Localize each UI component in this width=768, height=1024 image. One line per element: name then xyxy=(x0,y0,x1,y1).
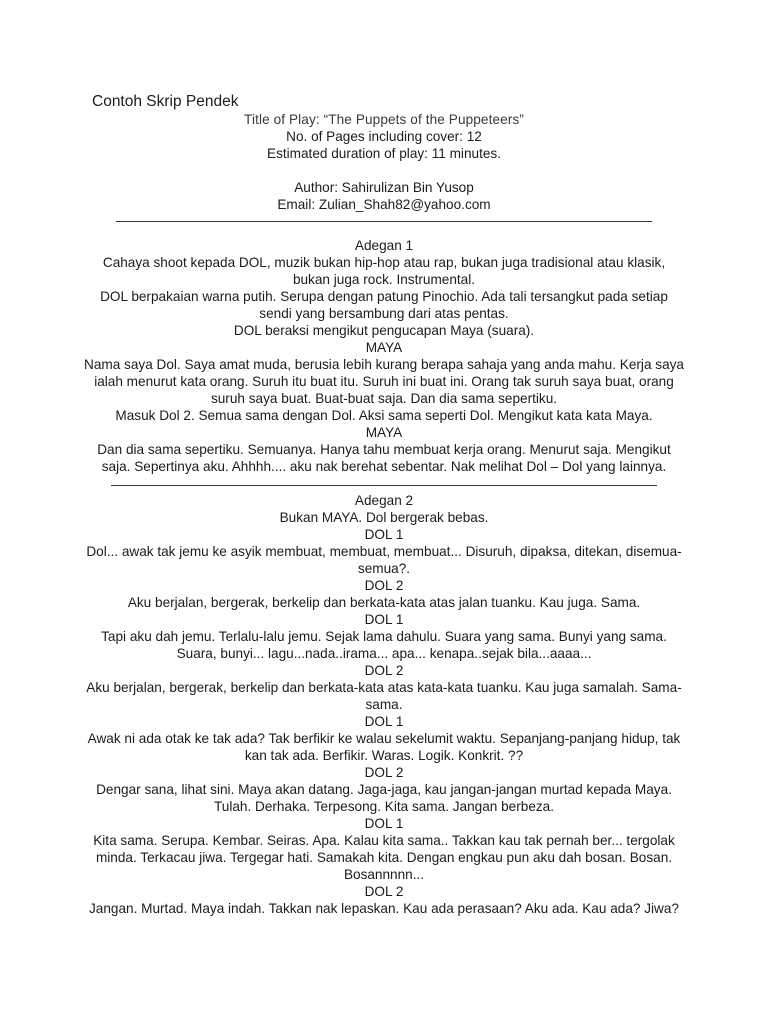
script-paragraph: Bukan MAYA. Dol bergerak bebas. xyxy=(279,510,489,525)
scene-1-content xyxy=(84,254,684,475)
speaker-name: DOL 1 xyxy=(364,527,404,542)
script-paragraph: Dol... awak tak jemu ke asyik membuat, membuat, membuat... Disuruh, dipaksa, ditekan, disemua-semua?. xyxy=(86,544,682,576)
script-body xyxy=(84,111,684,917)
speaker-name: DOL 2 xyxy=(364,578,404,593)
speaker-name: DOL 2 xyxy=(364,765,404,780)
speaker-name: DOL 2 xyxy=(364,663,404,678)
script-paragraph: Tapi aku dah jemu. Terlalu-lalu jemu. Sejak lama dahulu. Suara yang sama. Bunyi yang sama. Suara, bunyi... lagu...nada..irama... apa... kenapa..sejak bila...aaaa... xyxy=(101,629,667,661)
script-paragraph: Aku berjalan, bergerak, berkelip dan berkata-kata atas jalan tuanku. Kau juga. Sama. xyxy=(127,595,641,610)
script-paragraph: Aku berjalan, bergerak, berkelip dan berkata-kata atas kata-kata tuanku. Kau juga samalah. Sama-sama. xyxy=(86,680,682,712)
speaker-name: DOL 1 xyxy=(364,714,404,729)
page-count: No. of Pages including cover: 12 xyxy=(286,129,482,144)
script-paragraph: Masuk Dol 2. Semua sama dengan Dol. Aksi sama seperti Dol. Mengikut kata kata Maya. xyxy=(115,408,653,423)
email-line: Email: Zulian_Shah82@yahoo.com xyxy=(277,197,491,212)
script-paragraph: Kita sama. Serupa. Kembar. Seiras. Apa. Kalau kita sama.. Takkan kau tak pernah ber... tergolak minda. Terkacau jiwa. Tergegar hati. Samakah kita. Dengan engkau pun aku dah bosan. Bosan. Bosannnnn... xyxy=(93,833,675,882)
speaker-name: MAYA xyxy=(365,425,403,440)
scene-2-content xyxy=(84,509,684,917)
script-paragraph: Nama saya Dol. Saya amat muda, berusia lebih kurang berapa sahaja yang anda mahu. Kerja saya ialah menurut kata orang. Suruh itu buat itu. Suruh ini buat ini. Orang tak suruh saya buat, orang suruh saya buat. Buat-buat saja. Dan dia sama sepertiku. xyxy=(84,357,684,406)
speaker-name: MAYA xyxy=(365,340,403,355)
script-paragraph: Awak ni ada otak ke tak ada? Tak berfikir ke walau sekelumit waktu. Sepanjang-panjang hidup, tak kan tak ada. Berfikir. Waras. Logik. Konkrit. ?? xyxy=(87,731,681,763)
script-paragraph: Cahaya shoot kepada DOL, muzik bukan hip-hop atau rap, bukan juga tradisional atau klasik, bukan juga rock. Instrumental. xyxy=(102,255,666,287)
divider-2 xyxy=(111,485,657,486)
scene-heading: Adegan 1 xyxy=(354,238,414,253)
speaker-name: DOL 1 xyxy=(364,612,404,627)
speaker-name: DOL 2 xyxy=(364,884,404,899)
play-title: Title of Play: “The Puppets of the Puppeteers” xyxy=(244,112,524,127)
script-paragraph: DOL beraksi mengikut pengucapan Maya (suara). xyxy=(233,323,535,338)
script-paragraph: Dan dia sama sepertiku. Semuanya. Hanya tahu membuat kerja orang. Menurut saja. Mengikut saja. Sepertinya aku. Ahhhh.... aku nak berehat sebentar. Nak melihat Dol – Dol yang lainnya. xyxy=(97,442,671,474)
script-paragraph: DOL berpakaian warna putih. Serupa dengan patung Pinochio. Ada tali tersangkut pada setiap sendi yang bersambung dari atas pentas. xyxy=(100,289,668,321)
divider-1 xyxy=(116,221,652,222)
spacer xyxy=(84,162,684,179)
author-line: Author: Sahirulizan Bin Yusop xyxy=(294,180,474,195)
play-duration: Estimated duration of play: 11 minutes. xyxy=(267,146,501,161)
document-heading: Contoh Skrip Pendek xyxy=(92,93,239,110)
script-paragraph: Jangan. Murtad. Maya indah. Takkan nak lepaskan. Kau ada perasaan? Aku ada. Kau ada? Jiwa? xyxy=(89,901,679,916)
speaker-name: DOL 1 xyxy=(364,816,404,831)
script-paragraph: Dengar sana, lihat sini. Maya akan datang. Jaga-jaga, kau jangan-jangan murtad kepada Maya. Tulah. Derhaka. Terpesong. Kita sama. Jangan berbeza. xyxy=(96,782,672,814)
scene-heading: Adegan 2 xyxy=(354,493,414,508)
